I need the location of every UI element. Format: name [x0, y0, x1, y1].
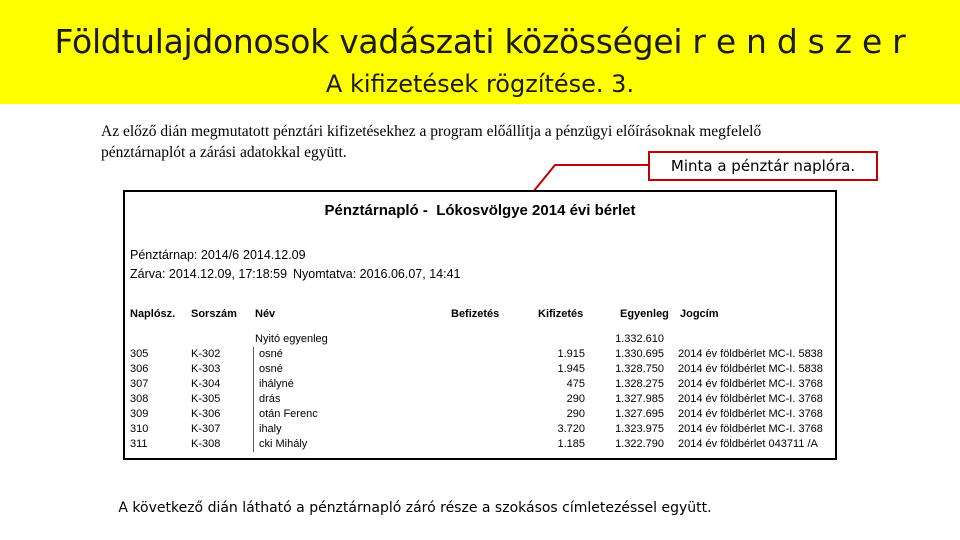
- cell-kifizetes: 290: [566, 408, 585, 420]
- cell-sorszam: K-307: [191, 423, 221, 435]
- cell-sorszam: K-305: [191, 393, 221, 405]
- cell-kifizetes: 1.185: [557, 438, 585, 450]
- slide-title: Földtulajdonosok vadászati közösségei r e n d s z e r: [54, 22, 906, 61]
- cell-sorszam: K-302: [191, 348, 221, 360]
- cell-egyenleg: 1.330.695: [615, 348, 664, 360]
- cell-kifizetes: 1.915: [557, 348, 585, 360]
- cell-egyenleg: 1.327.985: [615, 393, 664, 405]
- intro-line-1: Az előző dián megmutatott pénztári kifizetésekhez a program előállítja a pénzügyi előírásoknak megfelelő: [101, 123, 762, 140]
- cell-kifizetes: 475: [566, 378, 585, 390]
- cell-egyenleg: 1.328.275: [615, 378, 664, 390]
- table-row: [125, 377, 835, 392]
- cell-egyenleg: 1.323.975: [615, 423, 664, 435]
- col-befizetes: Befizetés: [451, 308, 500, 320]
- cell-naplosz: 310: [130, 423, 149, 435]
- cell-nev: osné: [259, 348, 283, 360]
- callout-pointer-line: [533, 165, 648, 192]
- ledger-image: [123, 190, 837, 460]
- intro-line-2: pénztárnaplót a zárási adatokkal együtt.: [101, 144, 347, 161]
- cell-kifizetes: 1.945: [557, 363, 585, 375]
- table-row: [125, 362, 835, 377]
- cell-jogcim: 2014 év földbérlet MC-I. 3768: [678, 408, 823, 420]
- ledger-cashday-label: Pénztárnap: 2014/6: [130, 248, 240, 262]
- cell-naplosz: 305: [130, 348, 149, 360]
- cell-nev: osné: [259, 363, 283, 375]
- cell-egyenleg: 1.327.695: [615, 408, 664, 420]
- cell-sorszam: K-308: [191, 438, 221, 450]
- col-kifizetes: Kifizetés: [538, 308, 584, 320]
- table-row: [125, 437, 835, 452]
- cell-nev: ihályné: [259, 378, 294, 390]
- cell-sorszam: K-306: [191, 408, 221, 420]
- cell-sorszam: K-304: [191, 378, 221, 390]
- cell-jogcim: 2014 év földbérlet MC-I. 3768: [678, 393, 823, 405]
- ledger-title: Pénztárnapló - Lókosvölgye 2014 évi bérlet: [324, 202, 636, 219]
- slide-footer: A következő dián látható a pénztárnapló záró része a szokásos címletezéssel együtt.: [118, 500, 712, 516]
- cell-nev: drás: [259, 393, 281, 405]
- cell-sorszam: K-303: [191, 363, 221, 375]
- cell-naplosz: 307: [130, 378, 149, 390]
- table-row: [125, 422, 835, 437]
- opening-label: Nyitó egyenleg: [255, 333, 328, 345]
- cell-jogcim: 2014 év földbérlet MC-I. 3768: [678, 423, 823, 435]
- cell-jogcim: 2014 év földbérlet 043711 /A: [678, 438, 818, 450]
- table-row: [125, 407, 835, 422]
- col-naplosz: Naplósz.: [130, 308, 176, 320]
- opening-balance: 1.332.610: [615, 333, 664, 345]
- ledger-cashday-date: 2014.12.09: [243, 248, 306, 262]
- cell-naplosz: 308: [130, 393, 149, 405]
- cell-nev: cki Mihály: [259, 438, 308, 450]
- cell-naplosz: 306: [130, 363, 149, 375]
- ledger-closed-at: Zárva: 2014.12.09, 17:18:59: [130, 267, 288, 281]
- cell-naplosz: 311: [130, 438, 148, 450]
- cell-jogcim: 2014 év földbérlet MC-I. 3768: [678, 378, 823, 390]
- ledger-printed-at: Nyomtatva: 2016.06.07, 14:41: [293, 267, 461, 281]
- col-egyenleg: Egyenleg: [620, 308, 669, 320]
- table-row: [125, 347, 835, 362]
- callout-box: Minta a pénztár naplóra.: [648, 151, 878, 181]
- col-sorszam: Sorszám: [191, 308, 237, 320]
- cell-nev: ihaly: [259, 423, 282, 435]
- cell-egyenleg: 1.328.750: [615, 363, 664, 375]
- col-jogcim: Jogcím: [680, 308, 719, 320]
- name-redaction-strip: [253, 347, 259, 452]
- cell-kifizetes: 3.720: [557, 423, 585, 435]
- cell-naplosz: 309: [130, 408, 149, 420]
- slide-subtitle: A kifizetések rögzítése. 3.: [325, 70, 635, 98]
- cell-egyenleg: 1.322.790: [615, 438, 664, 450]
- cell-kifizetes: 290: [566, 393, 585, 405]
- cell-jogcim: 2014 év földbérlet MC-I. 5838: [678, 348, 823, 360]
- cell-nev: otán Ferenc: [259, 408, 318, 420]
- cell-jogcim: 2014 év földbérlet MC-I. 5838: [678, 363, 823, 375]
- col-nev: Név: [255, 308, 276, 320]
- table-row: [125, 392, 835, 407]
- ledger-opening-row: [125, 332, 835, 347]
